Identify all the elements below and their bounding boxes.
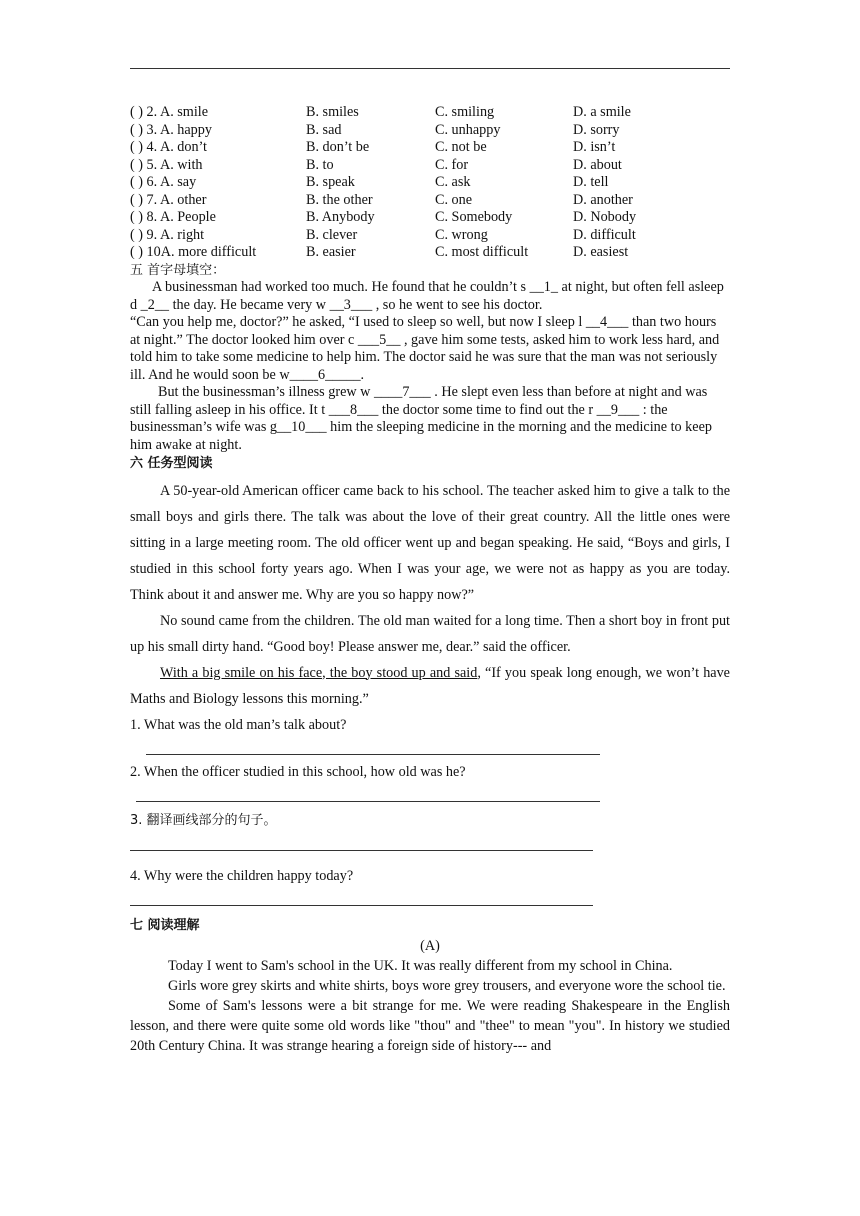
options-list bbox=[130, 104, 730, 262]
option-d: D. isn’t bbox=[573, 139, 616, 155]
passage-label: (A) bbox=[420, 938, 440, 954]
option-c: C. smiling bbox=[435, 104, 495, 120]
section-7-paragraph: Some of Sam's lessons were a bit strange for me. We were reading Shakespeare in the English lesson, and there were quite some old words like "thou" and "thee" to mean "you". In history we studied 20th Century China. It was strange hearing a foreign side of history--- and bbox=[130, 998, 730, 1054]
option-c: C. not be bbox=[435, 139, 487, 155]
section-6-paragraph: No sound came from the children. The old man waited for a long time. Then a short boy in front put up his small dirty hand. “Good boy! Please answer me, dear.” said the officer. bbox=[130, 612, 730, 655]
option-num-a: ( ) 8. A. People bbox=[130, 209, 216, 225]
option-b: B. clever bbox=[306, 226, 358, 243]
option-row bbox=[130, 209, 730, 227]
option-num-a: ( ) 2. A. smile bbox=[130, 104, 209, 120]
underlined-sentence: With a big smile on his face, the boy stood up and said bbox=[160, 664, 478, 681]
option-b: B. the other bbox=[306, 191, 373, 208]
option-b: B. Anybody bbox=[306, 209, 375, 225]
option-c: C. for bbox=[435, 156, 469, 173]
section-6-paragraph: A 50-year-old American officer came back to his school. The teacher asked him to give a talk to the small boys and girls there. The talk was about the love of their great country. All the little ones were sitting in a large meeting room. The old officer went up and began speaking. He said, “Boys and girls, I studied in this school forty years ago. When I was your age, we were not as happy as you are today. Think about it and answer me. Why are you so happy now?” bbox=[130, 482, 730, 603]
option-b: B. don’t be bbox=[306, 139, 370, 155]
option-row bbox=[130, 174, 730, 192]
option-num-a: ( ) 6. A. say bbox=[130, 174, 197, 190]
section-6-heading: 六 任务型阅读 bbox=[130, 456, 213, 471]
section-5-heading: 五 首字母填空： bbox=[130, 262, 226, 278]
option-num-a: ( ) 5. A. with bbox=[130, 156, 203, 173]
section-7-paragraph: Today I went to Sam's school in the UK. It was really different from my school in China. bbox=[168, 958, 673, 974]
option-d: D. about bbox=[573, 156, 622, 173]
option-row bbox=[130, 244, 730, 262]
option-d: D. easiest bbox=[573, 244, 629, 260]
option-d: D. tell bbox=[573, 174, 609, 190]
answer-line-2[interactable] bbox=[136, 801, 600, 802]
paragraph-rest: , “If you speak long enough, we won’t have Maths and Biology lessons this morning.” bbox=[130, 664, 730, 707]
question-3: 3. 翻译画线部分的句子。 bbox=[130, 812, 277, 828]
answer-line-1[interactable] bbox=[146, 754, 600, 755]
option-c: C. one bbox=[435, 191, 473, 208]
option-c: C. unhappy bbox=[435, 121, 501, 138]
option-b: B. smiles bbox=[306, 104, 359, 120]
option-c: C. most difficult bbox=[435, 244, 529, 260]
option-num-a: ( ) 10A. more difficult bbox=[130, 244, 257, 260]
option-b: B. sad bbox=[306, 121, 342, 138]
option-num-a: ( ) 4. A. don’t bbox=[130, 139, 207, 155]
option-row bbox=[130, 192, 730, 210]
option-row bbox=[130, 227, 730, 245]
option-d: D. another bbox=[573, 191, 633, 208]
section-5-paragraph: But the businessman’s illness grew w ____7___ . He slept even less than before at night and was still falling asleep in his office. It t ___8___ the doctor some time to find out the r __9___ : the businessman’s wife was g__10___ him the sleeping medicine in the morning and the medicine to keep him awake at night. bbox=[130, 384, 712, 453]
section-5-paragraph: A businessman had worked too much. He found that he couldn’t s __1_ at night, but often fell asleep d _2__ the day. He became very w __3___ , so he went to see his doctor. bbox=[130, 279, 724, 313]
option-b: B. easier bbox=[306, 244, 356, 260]
option-num-a: ( ) 3. A. happy bbox=[130, 121, 212, 138]
option-row bbox=[130, 122, 730, 140]
option-row bbox=[130, 157, 730, 175]
answer-line-4[interactable] bbox=[130, 905, 593, 906]
option-d: D. Nobody bbox=[573, 209, 637, 225]
option-c: C. ask bbox=[435, 174, 471, 190]
answer-line-3[interactable] bbox=[130, 850, 593, 851]
section-6-paragraph bbox=[130, 660, 730, 712]
option-b: B. speak bbox=[306, 174, 355, 190]
section-5-paragraph: “Can you help me, doctor?” he asked, “I used to sleep so well, but now I sleep l __4___ than two hours at night.” The doctor looked him over c ___5__ , gave him some tests, asked him to work less hard, and told him to take some medicine to help him. The doctor said he was sure that the man was not seriously ill. And he would soon be w____6_____. bbox=[130, 314, 720, 383]
option-num-a: ( ) 7. A. other bbox=[130, 191, 207, 208]
option-c: C. wrong bbox=[435, 226, 488, 243]
question-2: 2. When the officer studied in this school, how old was he? bbox=[130, 763, 466, 780]
question-1: 1. What was the old man’s talk about? bbox=[130, 716, 347, 733]
option-d: D. sorry bbox=[573, 121, 620, 138]
option-d: D. difficult bbox=[573, 226, 636, 243]
header-rule bbox=[130, 68, 730, 69]
section-7-paragraph: Girls wore grey skirts and white shirts, boys wore grey trousers, and everyone wore the school tie. bbox=[168, 978, 726, 994]
section-7-heading: 七 阅读理解 bbox=[130, 917, 200, 933]
option-b: B. to bbox=[306, 156, 334, 173]
option-row bbox=[130, 104, 730, 122]
option-num-a: ( ) 9. A. right bbox=[130, 226, 205, 243]
option-d: D. a smile bbox=[573, 104, 631, 120]
question-4: 4. Why were the children happy today? bbox=[130, 867, 354, 884]
worksheet-page bbox=[130, 104, 730, 1056]
option-row bbox=[130, 139, 730, 157]
option-c: C. Somebody bbox=[435, 209, 513, 225]
